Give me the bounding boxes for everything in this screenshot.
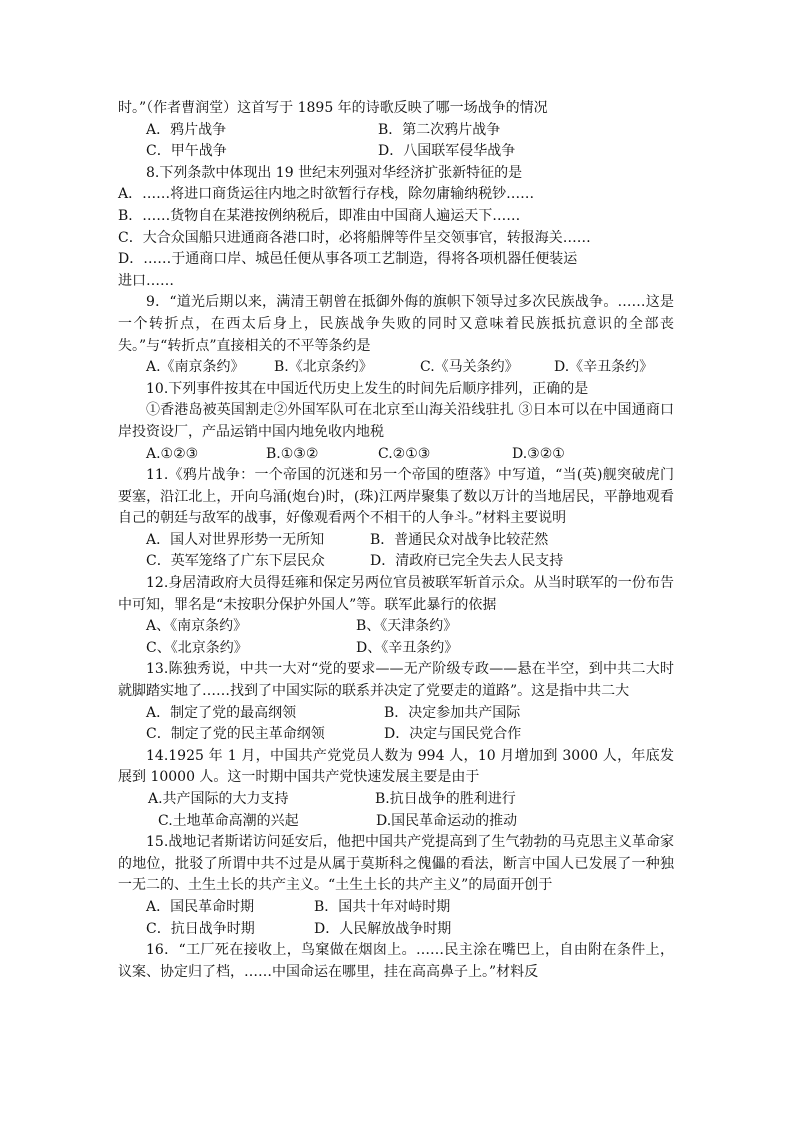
q8-option-d: D．……于通商口岸、城邑任便从事各项工艺制造，得将各项机器任便装运	[118, 251, 578, 268]
q11-option-d: D．清政府已完全失去人民支持	[370, 553, 564, 570]
q8-option-b: B．……货物自在某港按例纳税后，即准由中国商人遍运天下……	[118, 207, 521, 224]
q12-option-a: A、《南京条约》	[146, 618, 248, 635]
q13-options-row-1	[118, 703, 674, 725]
q15-option-d: D．人民解放战争时期	[314, 920, 452, 937]
q7-option-d: D．八国联军侵华战争	[378, 143, 516, 160]
q15-option-c: C．抗日战争时期	[146, 920, 255, 937]
q10-option-a: A.①②③	[146, 445, 199, 462]
q11-options-row-2	[118, 551, 674, 573]
question-7-stem-tail: 时。”（作者曹润堂）这首写于 1895 年的诗歌反映了哪一场战争的情况	[118, 100, 548, 116]
q7-options-row-1	[118, 120, 674, 142]
question-13-stem: 13.陈独秀说，中共一大对“党的要求——无产阶级专政——悬在半空，到中共二大时就脚踏实地了……找到了中国实际的联系并决定了党要走的道路”。这是指中共二大	[118, 661, 674, 700]
exam-page	[118, 98, 674, 983]
q9-option-d: D.《辛丑条约》	[554, 359, 654, 376]
q15-options-row-1	[118, 897, 674, 919]
q11-option-b: B．普通民众对战争比较茫然	[370, 531, 549, 548]
q14-options-row-2	[118, 811, 674, 833]
question-8-stem: 8.下列条款中体现出 19 世纪末列强对华经济扩张新特征的是	[146, 164, 523, 181]
q9-option-a: A.《南京条约》	[146, 359, 245, 376]
q10-options	[118, 444, 674, 466]
q14-options-row-1	[118, 789, 674, 811]
q11-option-a: A．国人对世界形势一无所知	[146, 531, 325, 548]
q13-option-b: B．决定参加共产国际	[384, 704, 521, 721]
q12-options-row-2	[118, 638, 674, 660]
q14-option-b: B.抗日战争的胜利进行	[375, 791, 516, 807]
q14-option-c: C.土地革命高潮的兴起	[158, 812, 299, 829]
question-16-stem: 16．“工厂死在接收上，鸟窠做在烟囱上。……民主涂在嘴巴上，自由附在条件上，议案、协定归了档，……中国命运在哪里，挂在高高鼻子上。”材料反	[118, 942, 674, 980]
q10-option-d: D.③②①	[512, 445, 565, 462]
question-14-stem: 14.1925 年 1 月，中国共产党党员人数为 994 人，10 月增加到 3000 人，年底发展到 10000 人。这一时期中国共产党快速发展主要是由于	[118, 747, 674, 786]
q13-option-d: D．决定与国民党合作	[384, 726, 522, 743]
q8-option-a: A．……将进口商货运往内地之时欲暂行存栈，除勿庸输纳税钞……	[118, 186, 535, 203]
question-15-stem: 15.战地记者斯诺访问延安后，他把中国共产党提高到了生气勃勃的马克思主义革命家的地位，批驳了所谓中共不过是从属于莫斯科之傀儡的看法，断言中国人已发展了一种独一无二的、土生土长的共产主义。“土生土长的共产主义”的局面开创于	[118, 834, 674, 894]
q8-option-d-cont: 进口……	[118, 272, 174, 289]
q11-option-c: C．英军笼络了广东下层民众	[146, 553, 325, 570]
question-10-stem: 10.下列事件按其在中国近代历史上发生的时间先后顺序排列，正确的是	[146, 380, 589, 397]
question-12-stem: 12.身居清政府大员得廷雍和保定另两位官员被联军斩首示众。从当时联军的一份布告中可知，罪名是“未按职分保护外国人”等。联军此暴行的依据	[118, 575, 674, 613]
q13-option-a: A．制定了党的最高纲领	[146, 704, 297, 721]
q10-option-b: B.①③②	[266, 445, 319, 462]
q15-option-a: A．国民革命时期	[146, 898, 255, 915]
q10-option-c: C.②①③	[378, 445, 431, 462]
q9-options	[118, 357, 674, 379]
q13-option-c: C．制定了党的民主革命纲领	[146, 726, 325, 743]
q15-options-row-2	[118, 919, 674, 941]
q12-option-b: B、《天津条约》	[356, 618, 458, 635]
q12-option-d: D、《辛丑条约》	[356, 639, 459, 656]
q12-option-c: C、《北京条约》	[146, 639, 248, 656]
q7-options-row-2	[118, 141, 674, 163]
question-11-stem: 11.《鸦片战争：一个帝国的沉迷和另一个帝国的堕落》中写道，“当(英)舰突破虎门要塞，沿江北上，开向乌涌(炮台)时，(珠)江两岸聚集了数以万计的当地居民，平静地观看自己的朝廷与敌军的战事，好像观看两个不相干的人争斗。”材料主要说明	[118, 467, 674, 527]
q9-option-c: C.《马关条约》	[420, 359, 519, 376]
q14-option-d: D.国民革命运动的推动	[376, 812, 518, 829]
q8-option-c: C．大合众国船只进通商各港口时，必将船牌等件呈交领事官，转报海关……	[118, 229, 591, 246]
question-9-stem: 9．“道光后期以来，满清王朝曾在抵御外侮的旗帜下领导过多次民族战争。……这是一个转折点，在西太后身上，民族战争失败的同时又意味着民族抵抗意识的全部丧失。”与“转折点”直接相关的不平等条约是	[118, 294, 674, 354]
q7-option-a: A．鸦片战争	[146, 121, 227, 138]
question-10-detail: ①香港岛被英国割走②外国军队可在北京至山海关沿线驻扎 ③日本可以在中国通商口岸投资设厂，产品运销中国内地免收内地税	[118, 402, 674, 440]
q15-option-b: B．国共十年对峙时期	[314, 898, 451, 915]
q7-option-c: C．甲午战争	[146, 143, 227, 160]
q9-option-b: B.《北京条约》	[274, 359, 373, 376]
q13-options-row-2	[118, 724, 674, 746]
q12-options-row-1	[118, 616, 674, 638]
q7-option-b: B．第二次鸦片战争	[378, 121, 501, 138]
q11-options-row-1	[118, 530, 674, 552]
q14-option-a: A.共产国际的大力支持	[148, 791, 289, 807]
